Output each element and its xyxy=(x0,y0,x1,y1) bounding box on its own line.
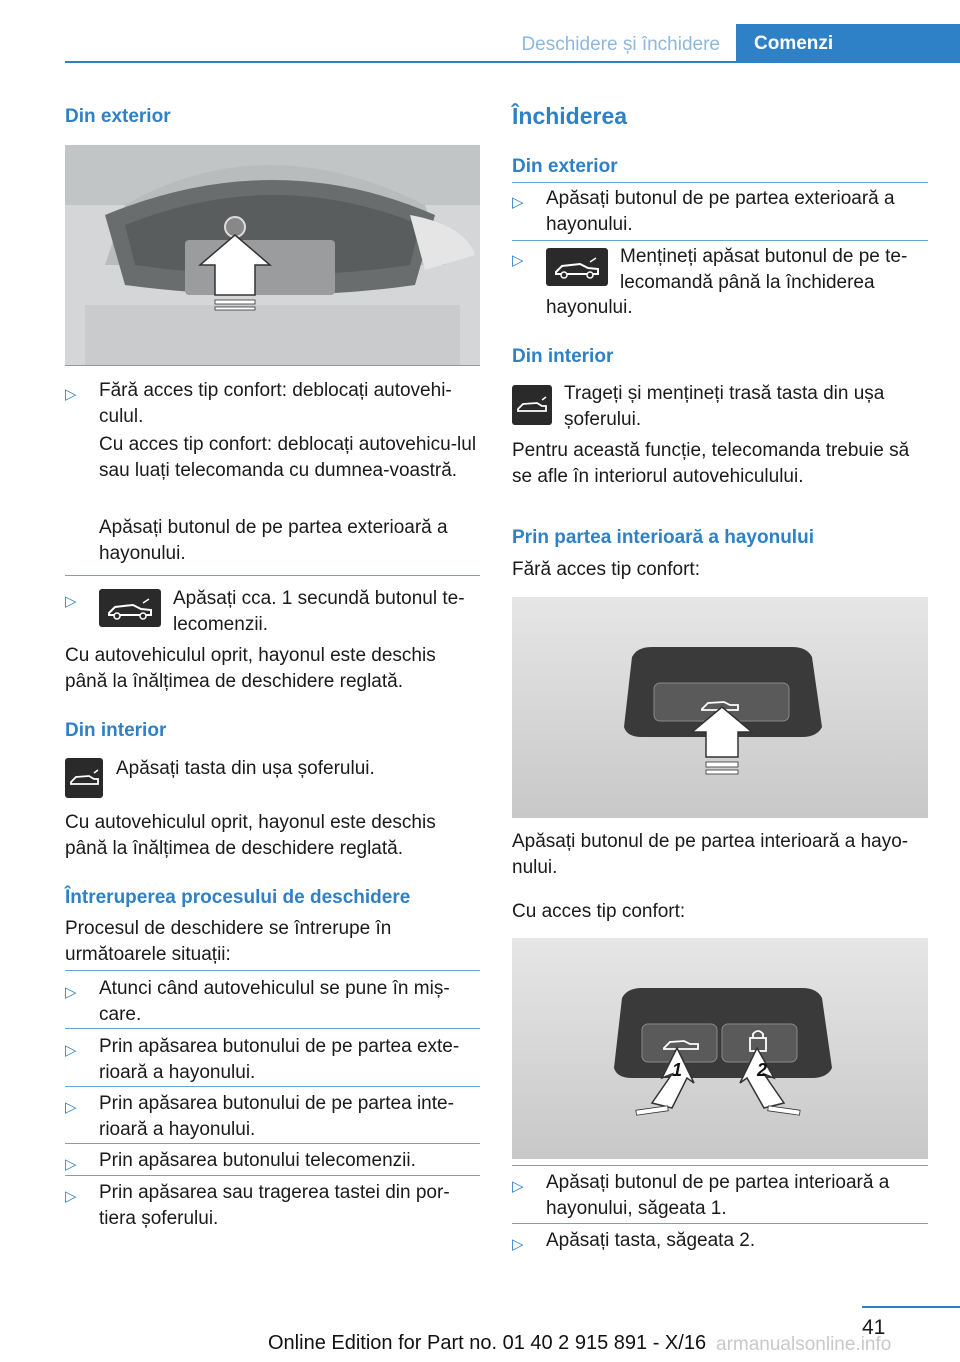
paragraph: Cu autovehiculul oprit, hayonul este deschis până la înălțimea de deschidere reglată. xyxy=(65,645,436,692)
door-tailgate-key-icon xyxy=(512,385,552,425)
separator xyxy=(65,1086,480,1087)
bullet-text: Fără acces tip confort: deblocați autovehi-culul. xyxy=(99,380,452,427)
separator xyxy=(512,1165,928,1166)
header-tab-comenzi[interactable]: Comenzi xyxy=(736,24,960,63)
remote-bullet-text: Apăsați cca. 1 secundă butonul te-lecomenzii. xyxy=(173,588,465,635)
image-caption: Apăsați butonul de pe partea interioară a hayo-nului. xyxy=(512,831,909,878)
remote-bullet-text: Mențineți apăsat butonul de pe te-lecomandă până la închiderea xyxy=(620,246,908,293)
indent-paragraph: Cu acces tip confort: deblocați autovehicu-lul sau luați telecomanda cu dumnea-voastră. xyxy=(99,434,477,481)
bullet-icon: ▷ xyxy=(65,593,77,610)
list-item: Apăsați butonul de pe partea interioară a hayonului, săgeata 1. xyxy=(546,1172,890,1219)
heading-inner-part: Prin partea interioară a hayonului xyxy=(512,527,814,548)
arrow-label-1: 1 xyxy=(672,1060,683,1080)
paragraph: Cu acces tip confort: xyxy=(512,901,686,922)
separator xyxy=(65,1143,480,1144)
page-number: 41 xyxy=(862,1316,886,1339)
paragraph: Fără acces tip confort: xyxy=(512,559,700,580)
door-tailgate-key-icon xyxy=(65,758,103,798)
separator xyxy=(512,1223,928,1224)
separator xyxy=(512,182,928,183)
interior-text: Apăsați tasta din ușa șoferului. xyxy=(116,758,375,779)
bullet-icon: ▷ xyxy=(65,984,77,1001)
bullet-icon: ▷ xyxy=(65,1156,77,1173)
list-item: Prin apăsarea butonului de pe partea exte-rioară a hayonului. xyxy=(99,1036,460,1083)
heading-din-exterior: Din exterior xyxy=(512,156,618,177)
bullet-icon: ▷ xyxy=(512,1178,524,1195)
list-item: Apăsați tasta, săgeata 2. xyxy=(546,1230,756,1251)
tailgate-exterior-image xyxy=(65,145,480,365)
list-item: Prin apăsarea butonului telecomenzii. xyxy=(99,1150,416,1171)
bullet-icon: ▷ xyxy=(512,252,524,269)
interior-text: Trageți și mențineți trasă tasta din ușa șoferului. xyxy=(564,383,885,430)
paragraph: Cu autovehiculul oprit, hayonul este deschis până la înălțimea de deschidere reglată. xyxy=(65,812,436,859)
indent-paragraph: Apăsați butonul de pe partea exterioară a hayonului. xyxy=(99,517,448,564)
bullet-icon: ▷ xyxy=(65,386,77,403)
bullet-icon: ▷ xyxy=(65,1099,77,1116)
tailgate-inner-button-image xyxy=(512,597,928,818)
separator xyxy=(65,575,480,576)
separator xyxy=(65,970,480,971)
heading-din-interior: Din interior xyxy=(512,346,614,367)
edition-text: Online Edition for Part no. 01 40 2 915 891 - X/16 xyxy=(268,1332,707,1354)
heading-interrupt: Întreruperea procesului de deschidere xyxy=(65,887,411,908)
arrow-label-2: 2 xyxy=(757,1060,768,1080)
heading-din-exterior: Din exterior xyxy=(65,106,171,127)
bullet-icon: ▷ xyxy=(65,1188,77,1205)
separator xyxy=(65,1175,480,1176)
separator xyxy=(512,240,928,241)
remote-tailgate-button-icon xyxy=(99,589,161,627)
list-item: Prin apăsarea butonului de pe partea inte-rioară a hayonului. xyxy=(99,1093,454,1140)
list-item: Atunci când autovehiculul se pune în miș-care. xyxy=(99,978,450,1025)
separator xyxy=(65,1028,480,1029)
remote-tailgate-button-icon xyxy=(546,248,608,286)
paragraph: Procesul de deschidere se întrerupe în următoarele situații: xyxy=(65,918,392,965)
bullet-icon: ▷ xyxy=(65,1042,77,1059)
list-item: Prin apăsarea sau tragerea tastei din por-tiera șoferului. xyxy=(99,1182,450,1229)
paragraph: Pentru această funcție, telecomanda trebuie să se afle în interiorul autovehiculului. xyxy=(512,440,910,487)
bullet-icon: ▷ xyxy=(512,194,524,211)
separator xyxy=(65,365,480,366)
header-section-title: Deschidere și închidere xyxy=(521,34,720,55)
watermark: armanualsonline.info xyxy=(716,1334,892,1355)
remote-bullet-tail: hayonului. xyxy=(546,297,633,318)
header-rule xyxy=(65,61,960,63)
list-item: Apăsați butonul de pe partea exterioară a hayonului. xyxy=(546,188,895,235)
tailgate-comfort-buttons-image xyxy=(512,938,928,1159)
footer-rule xyxy=(862,1306,960,1308)
bullet-icon: ▷ xyxy=(512,1236,524,1253)
heading-din-interior: Din interior xyxy=(65,720,167,741)
heading-inchiderea: Închiderea xyxy=(512,103,628,129)
